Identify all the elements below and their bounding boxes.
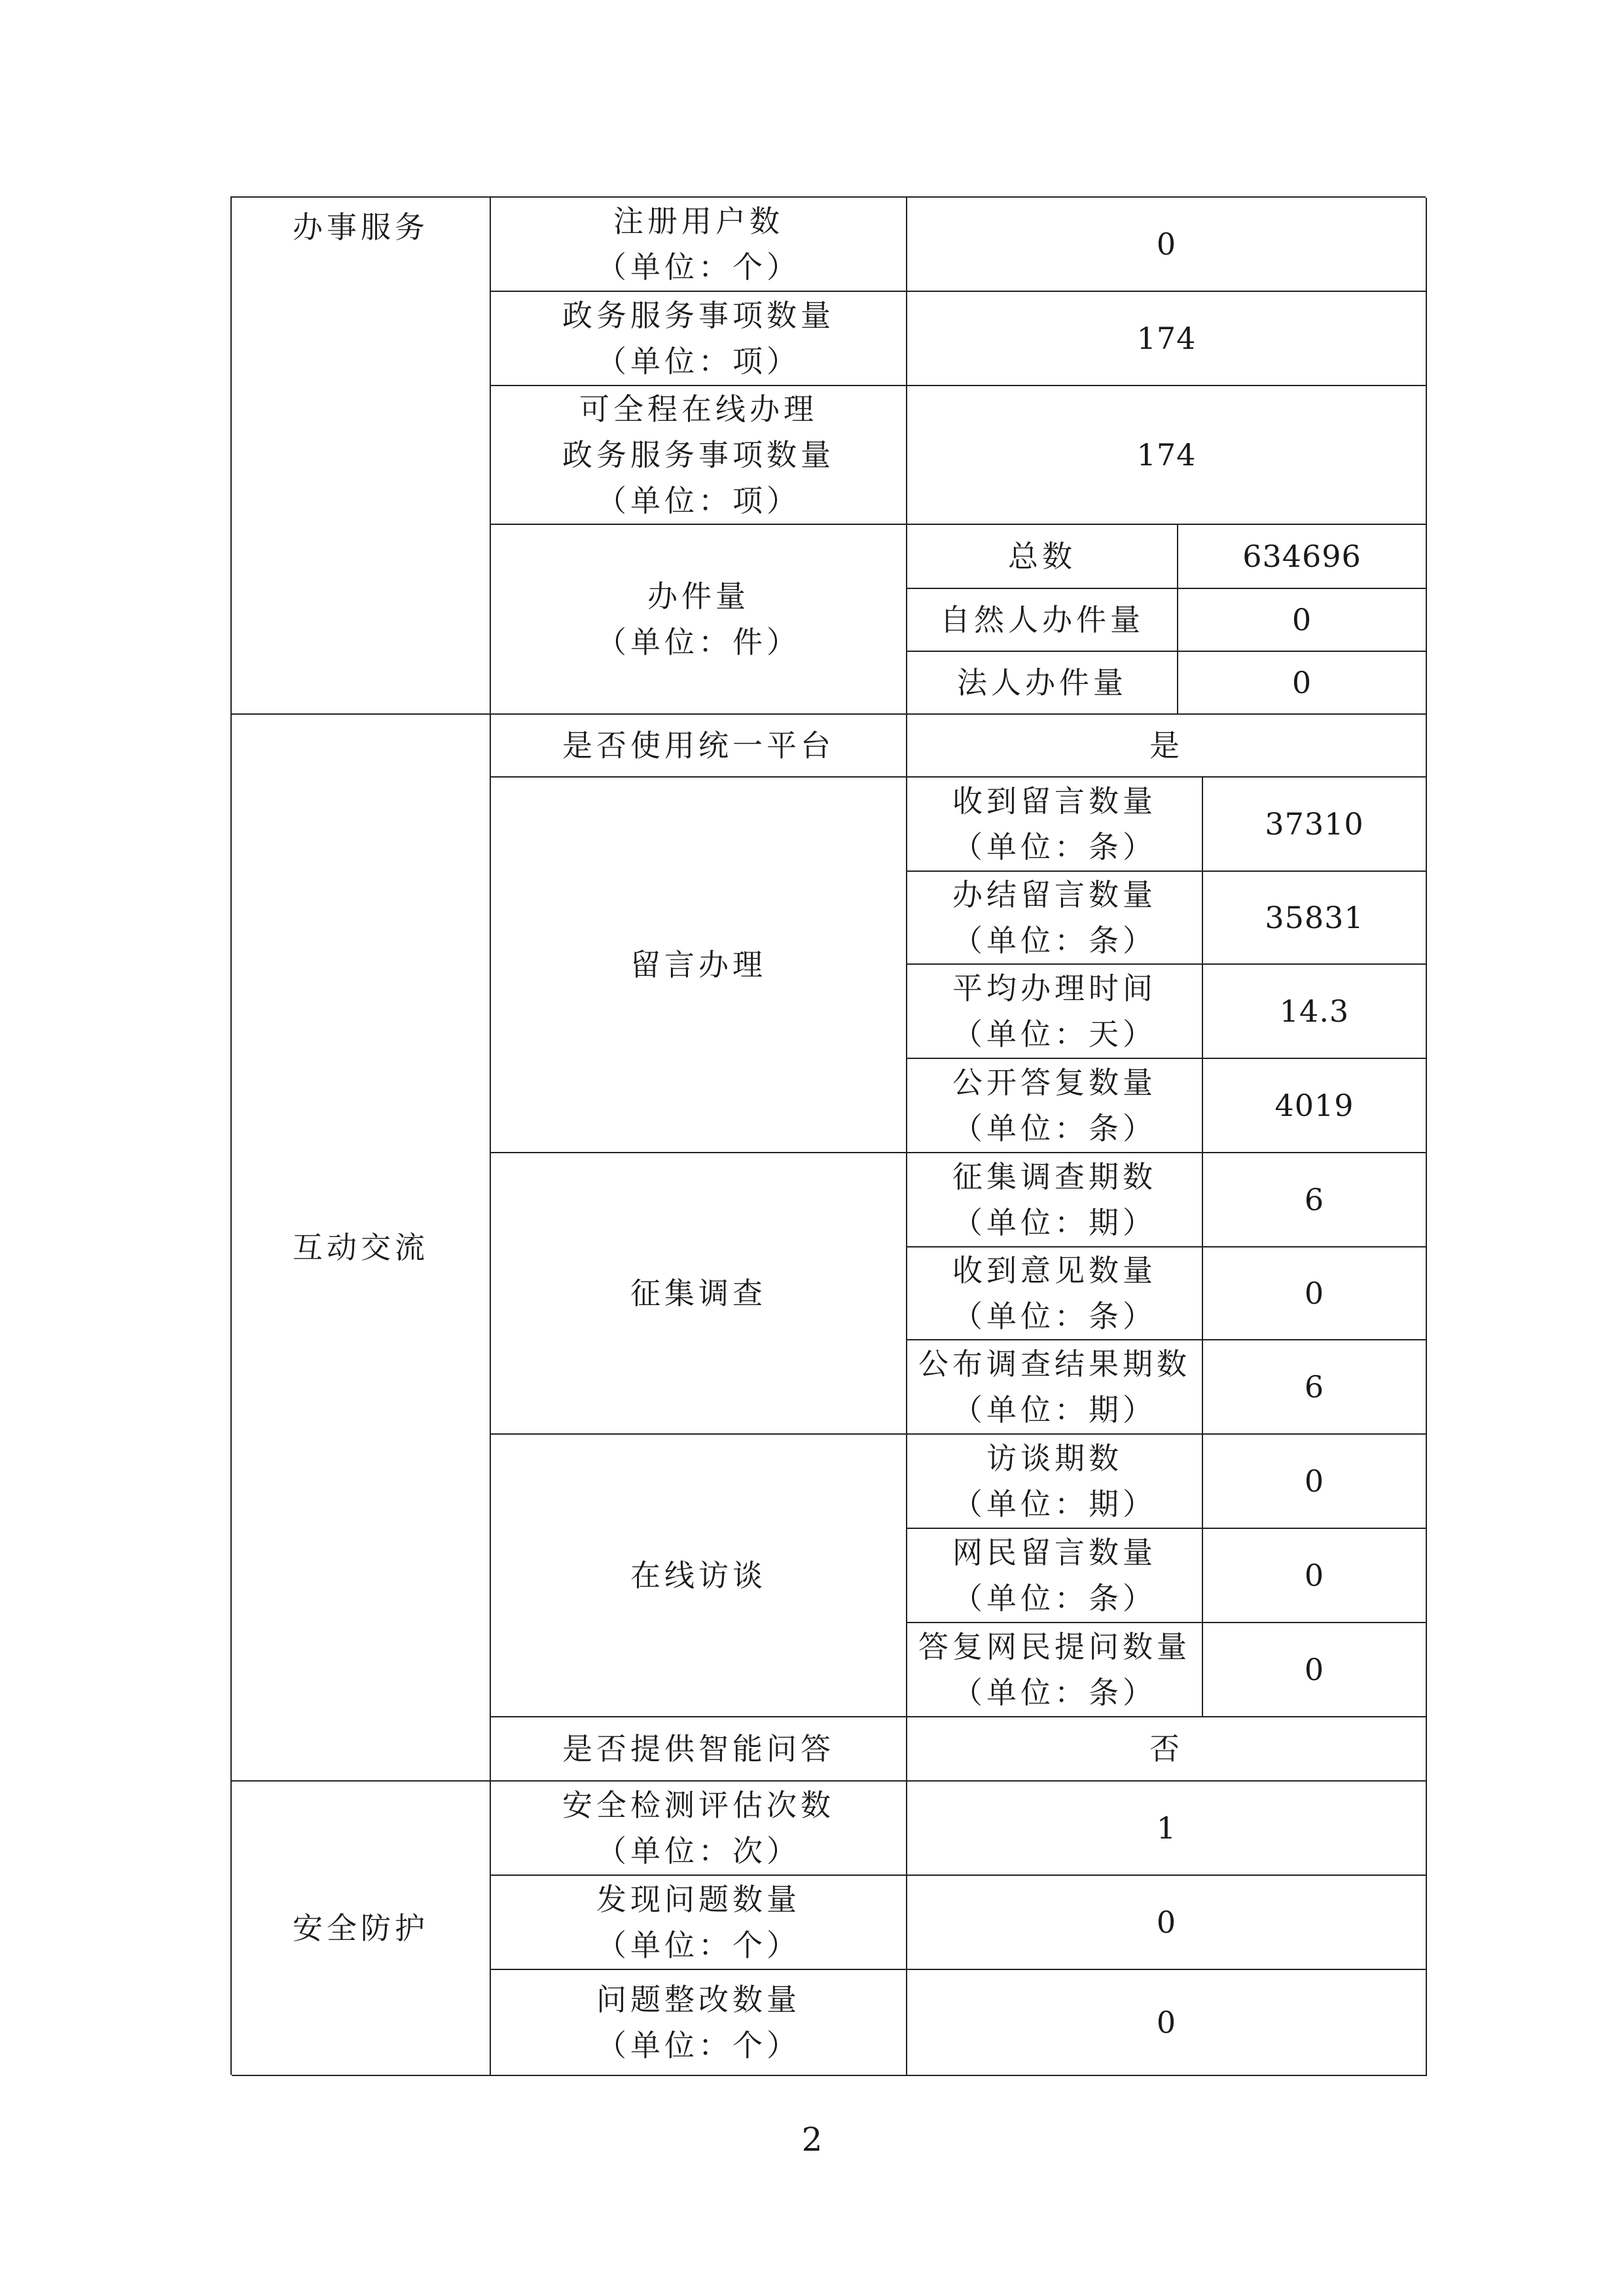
value-netizen-messages: 0	[1203, 1529, 1427, 1623]
label-surveys: 征集调查	[491, 1153, 907, 1435]
value-online-items: 174	[907, 386, 1427, 525]
value-average-time: 14.3	[1203, 965, 1427, 1059]
label-interview-periods: 访谈期数 （单位：期）	[907, 1435, 1203, 1529]
label-unified-platform: 是否使用统一平台	[491, 715, 907, 778]
value-cases-natural: 0	[1178, 589, 1427, 652]
section-label-interaction: 互动交流	[232, 715, 491, 1782]
label-interviews: 在线访谈	[491, 1435, 907, 1717]
value-registered-users: 0	[907, 198, 1427, 292]
value-cases-legal: 0	[1178, 652, 1427, 715]
label-issues-found: 发现问题数量 （单位：个）	[491, 1876, 907, 1970]
label-messages-closed: 办结留言数量 （单位：条）	[907, 872, 1203, 965]
value-interview-periods: 0	[1203, 1435, 1427, 1529]
label-public-replies: 公开答复数量 （单位：条）	[907, 1059, 1203, 1153]
label-security-checks: 安全检测评估次数 （单位：次）	[491, 1782, 907, 1876]
section-label-security: 安全防护	[232, 1782, 491, 2076]
label-cases: 办件量 （单位：件）	[491, 525, 907, 715]
value-netizen-replies: 0	[1203, 1623, 1427, 1717]
value-messages-closed: 35831	[1203, 872, 1427, 965]
label-messages: 留言办理	[491, 778, 907, 1153]
label-netizen-replies: 答复网民提问数量 （单位：条）	[907, 1623, 1203, 1717]
label-online-items: 可全程在线办理 政务服务事项数量 （单位：项）	[491, 386, 907, 525]
label-netizen-messages: 网民留言数量 （单位：条）	[907, 1529, 1203, 1623]
statistics-table	[230, 196, 1426, 2075]
label-cases-natural: 自然人办件量	[907, 589, 1178, 652]
label-issues-fixed: 问题整改数量 （单位：个）	[491, 1970, 907, 2076]
value-security-checks: 1	[907, 1782, 1427, 1876]
label-opinions-received: 收到意见数量 （单位：条）	[907, 1247, 1203, 1340]
label-messages-received: 收到留言数量 （单位：条）	[907, 778, 1203, 872]
label-average-time: 平均办理时间 （单位：天）	[907, 965, 1203, 1059]
value-smart-qa: 否	[907, 1717, 1427, 1782]
value-messages-received: 37310	[1203, 778, 1427, 872]
value-cases-total: 634696	[1178, 525, 1427, 589]
label-survey-results: 公布调查结果期数 （单位：期）	[907, 1340, 1203, 1435]
section-label-service: 办事服务	[232, 198, 491, 715]
label-cases-total: 总数	[907, 525, 1178, 589]
value-issues-found: 0	[907, 1876, 1427, 1970]
label-service-items: 政务服务事项数量 （单位：项）	[491, 292, 907, 386]
value-issues-fixed: 0	[907, 1970, 1427, 2076]
label-cases-legal: 法人办件量	[907, 652, 1178, 715]
label-smart-qa: 是否提供智能问答	[491, 1717, 907, 1782]
label-registered-users: 注册用户数 （单位：个）	[491, 198, 907, 292]
value-survey-periods: 6	[1203, 1153, 1427, 1247]
label-survey-periods: 征集调查期数 （单位：期）	[907, 1153, 1203, 1247]
value-opinions-received: 0	[1203, 1247, 1427, 1340]
value-service-items: 174	[907, 292, 1427, 386]
value-unified-platform: 是	[907, 715, 1427, 778]
page-number: 2	[801, 2121, 823, 2159]
value-public-replies: 4019	[1203, 1059, 1427, 1153]
value-survey-results: 6	[1203, 1340, 1427, 1435]
